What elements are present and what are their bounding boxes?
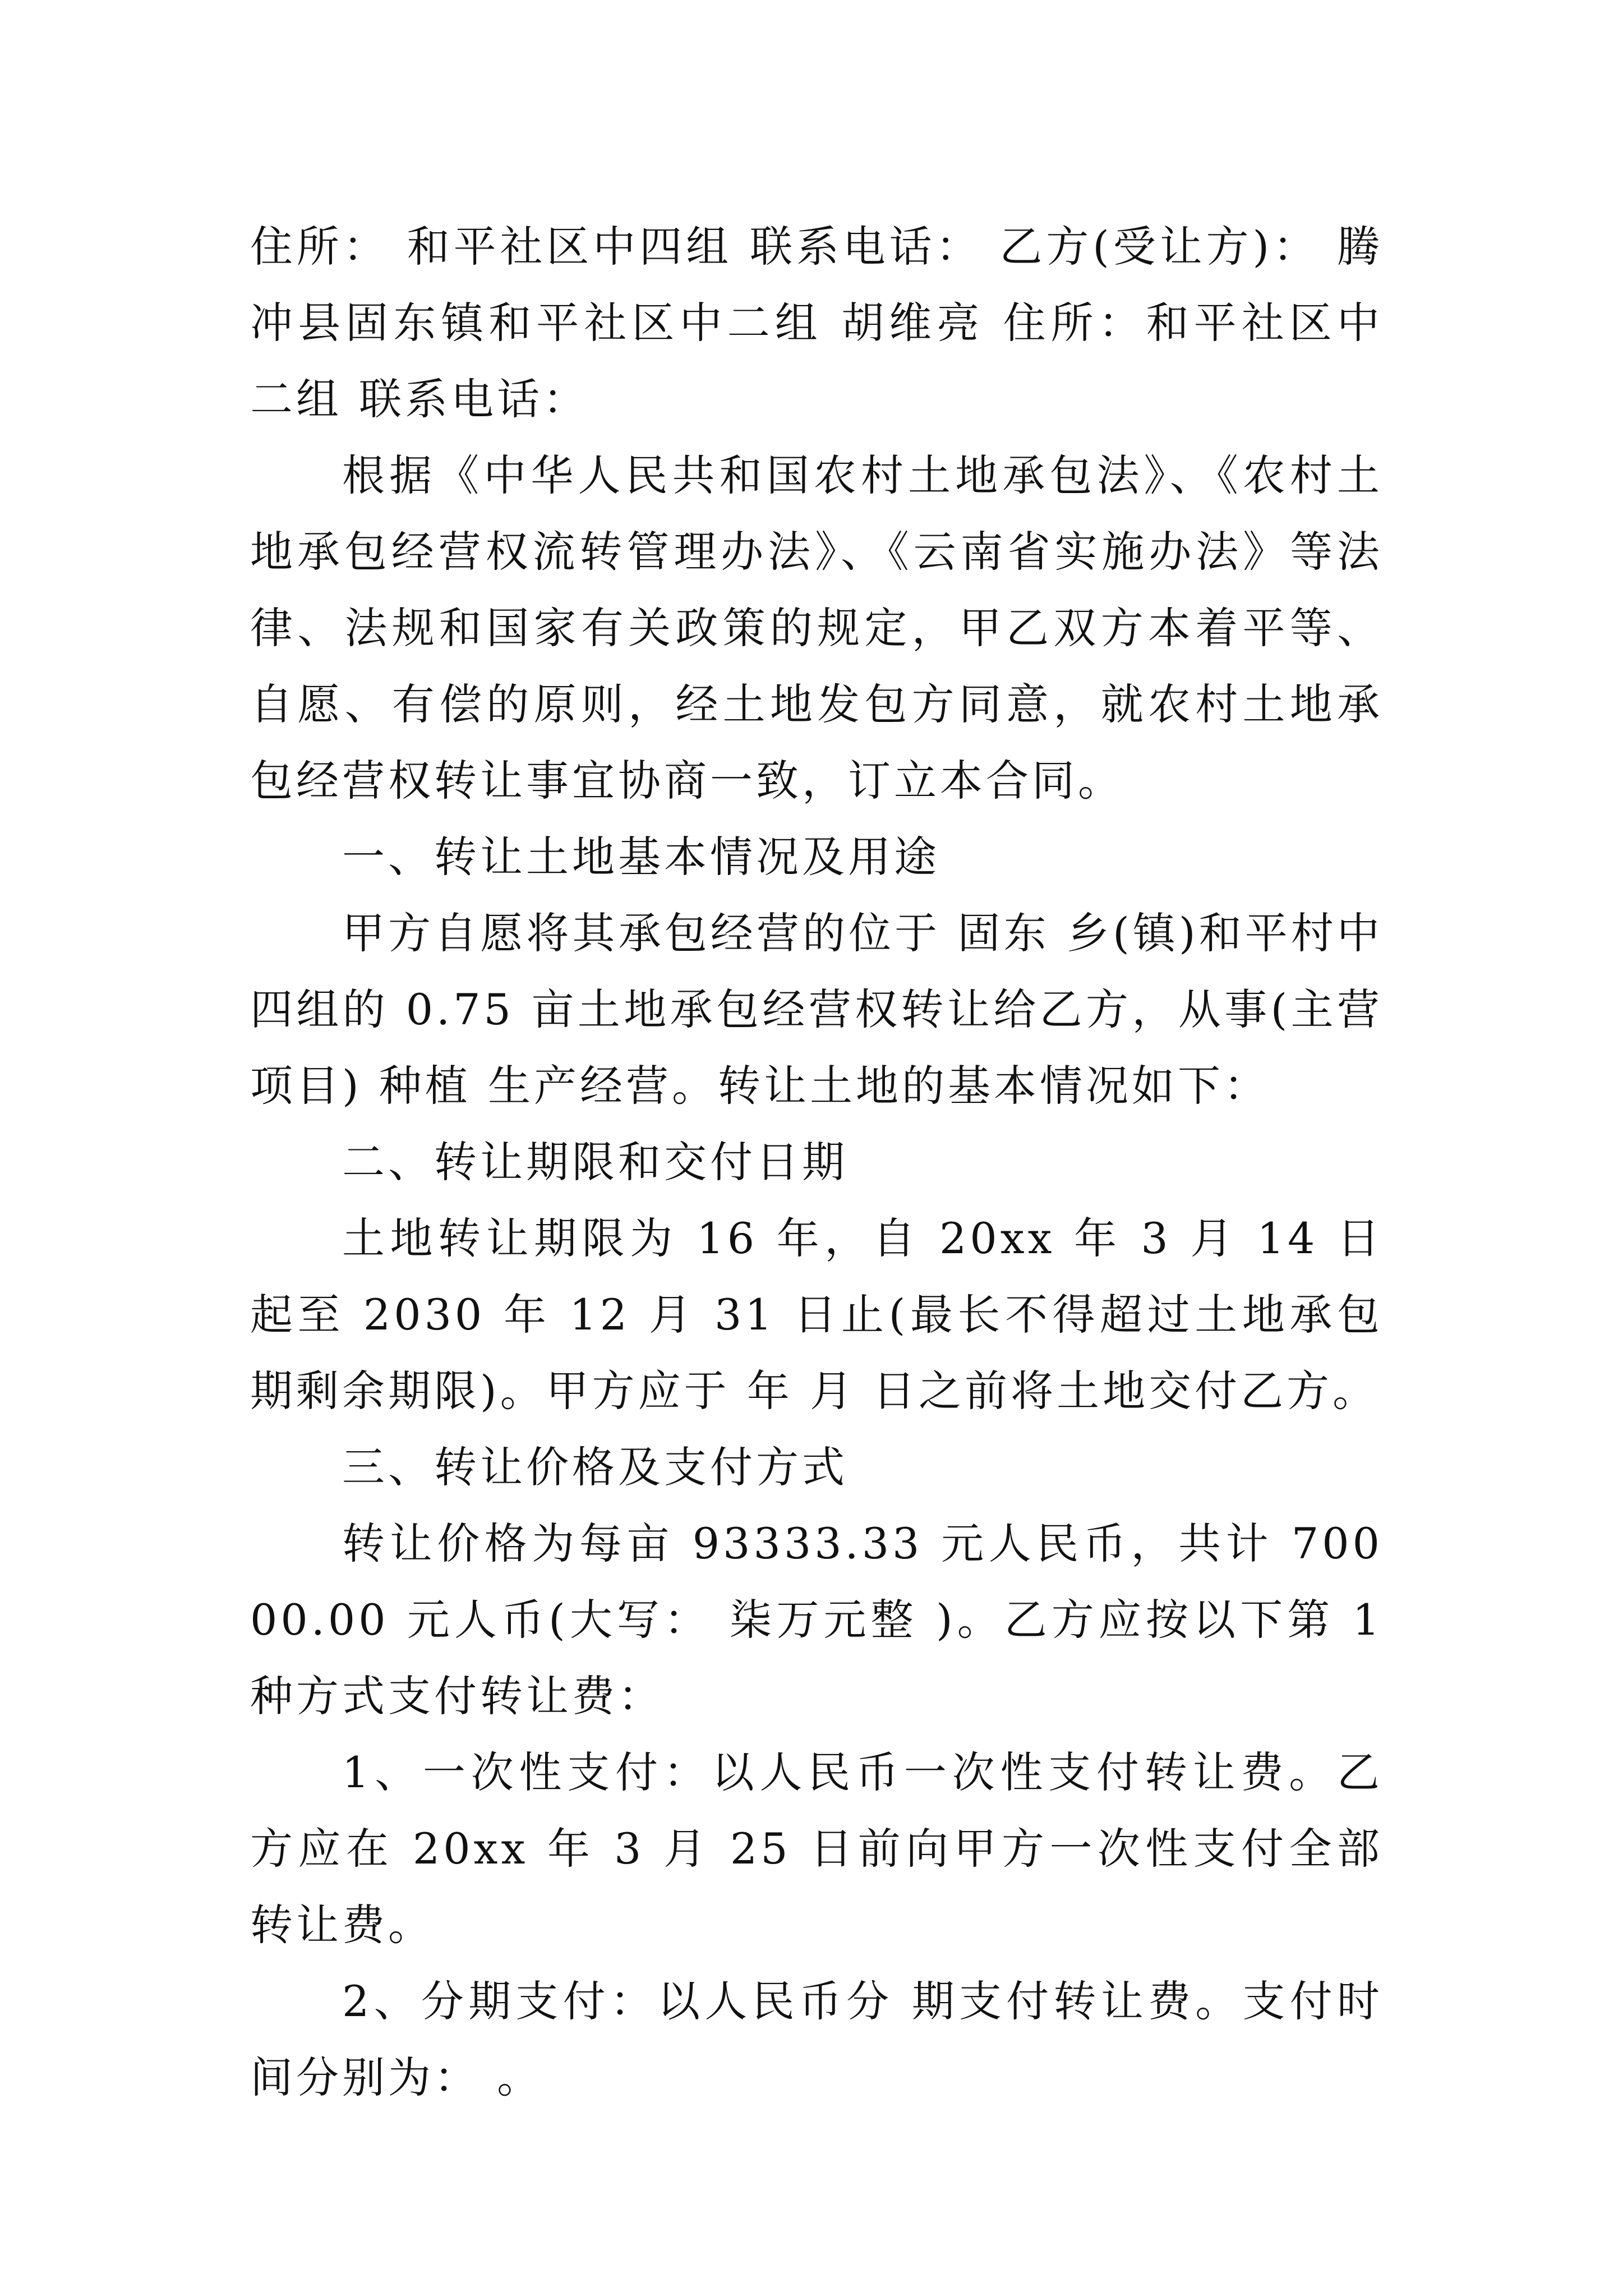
document-body: [250, 209, 1383, 2116]
section-heading-1: 一、转让土地基本情况及用途: [342, 832, 940, 882]
party-info-paragraph: 住所： 和平社区中四组 联系电话： 乙方(受让方)： 腾冲县固东镇和平社区中二组 胡维亮 住所：和平社区中二组 联系电话：: [250, 222, 1383, 424]
section-heading-3: 三、转让价格及支付方式: [342, 1442, 848, 1492]
section-heading-2: 二、转让期限和交付日期: [342, 1137, 848, 1187]
legal-basis-paragraph: 根据《中华人民共和国农村土地承包法》、《农村土地承包经营权流转管理办法》、《云南省实施办法》等法律、法规和国家有关政策的规定，甲乙双方本着平等、自愿、有偿的原则，经土地发包方同意，就农村土地承包经营权转让事宜协商一致，订立本合同。: [250, 450, 1383, 806]
price-paragraph: 转让价格为每亩 93333.33 元人民币，共计 70000.00 元人币(大写： 柒万元整 )。乙方应按以下第 1 种方式支付转让费：: [250, 1519, 1383, 1721]
installment-payment-paragraph: 2、分期支付：以人民币分 期支付转让费。支付时间分别为： 。: [250, 1976, 1383, 2102]
land-info-paragraph: 甲方自愿将其承包经营的位于 固东 乡(镇)和平村中四组的 0.75 亩土地承包经营权转让给乙方，从事(主营项目) 种植 生产经营。转让土地的基本情况如下：: [250, 908, 1383, 1111]
term-paragraph: 土地转让期限为 16 年，自 20xx 年 3 月 14 日起至 2030 年 12 月 31 日止(最长不得超过土地承包期剩余期限)。甲方应于 年 月 日之前将土地交付乙方。: [250, 1213, 1383, 1416]
lump-sum-payment-paragraph: 1、一次性支付：以人民币一次性支付转让费。乙方应在 20xx 年 3 月 25 日前向甲方一次性支付全部转让费。: [250, 1747, 1383, 1950]
